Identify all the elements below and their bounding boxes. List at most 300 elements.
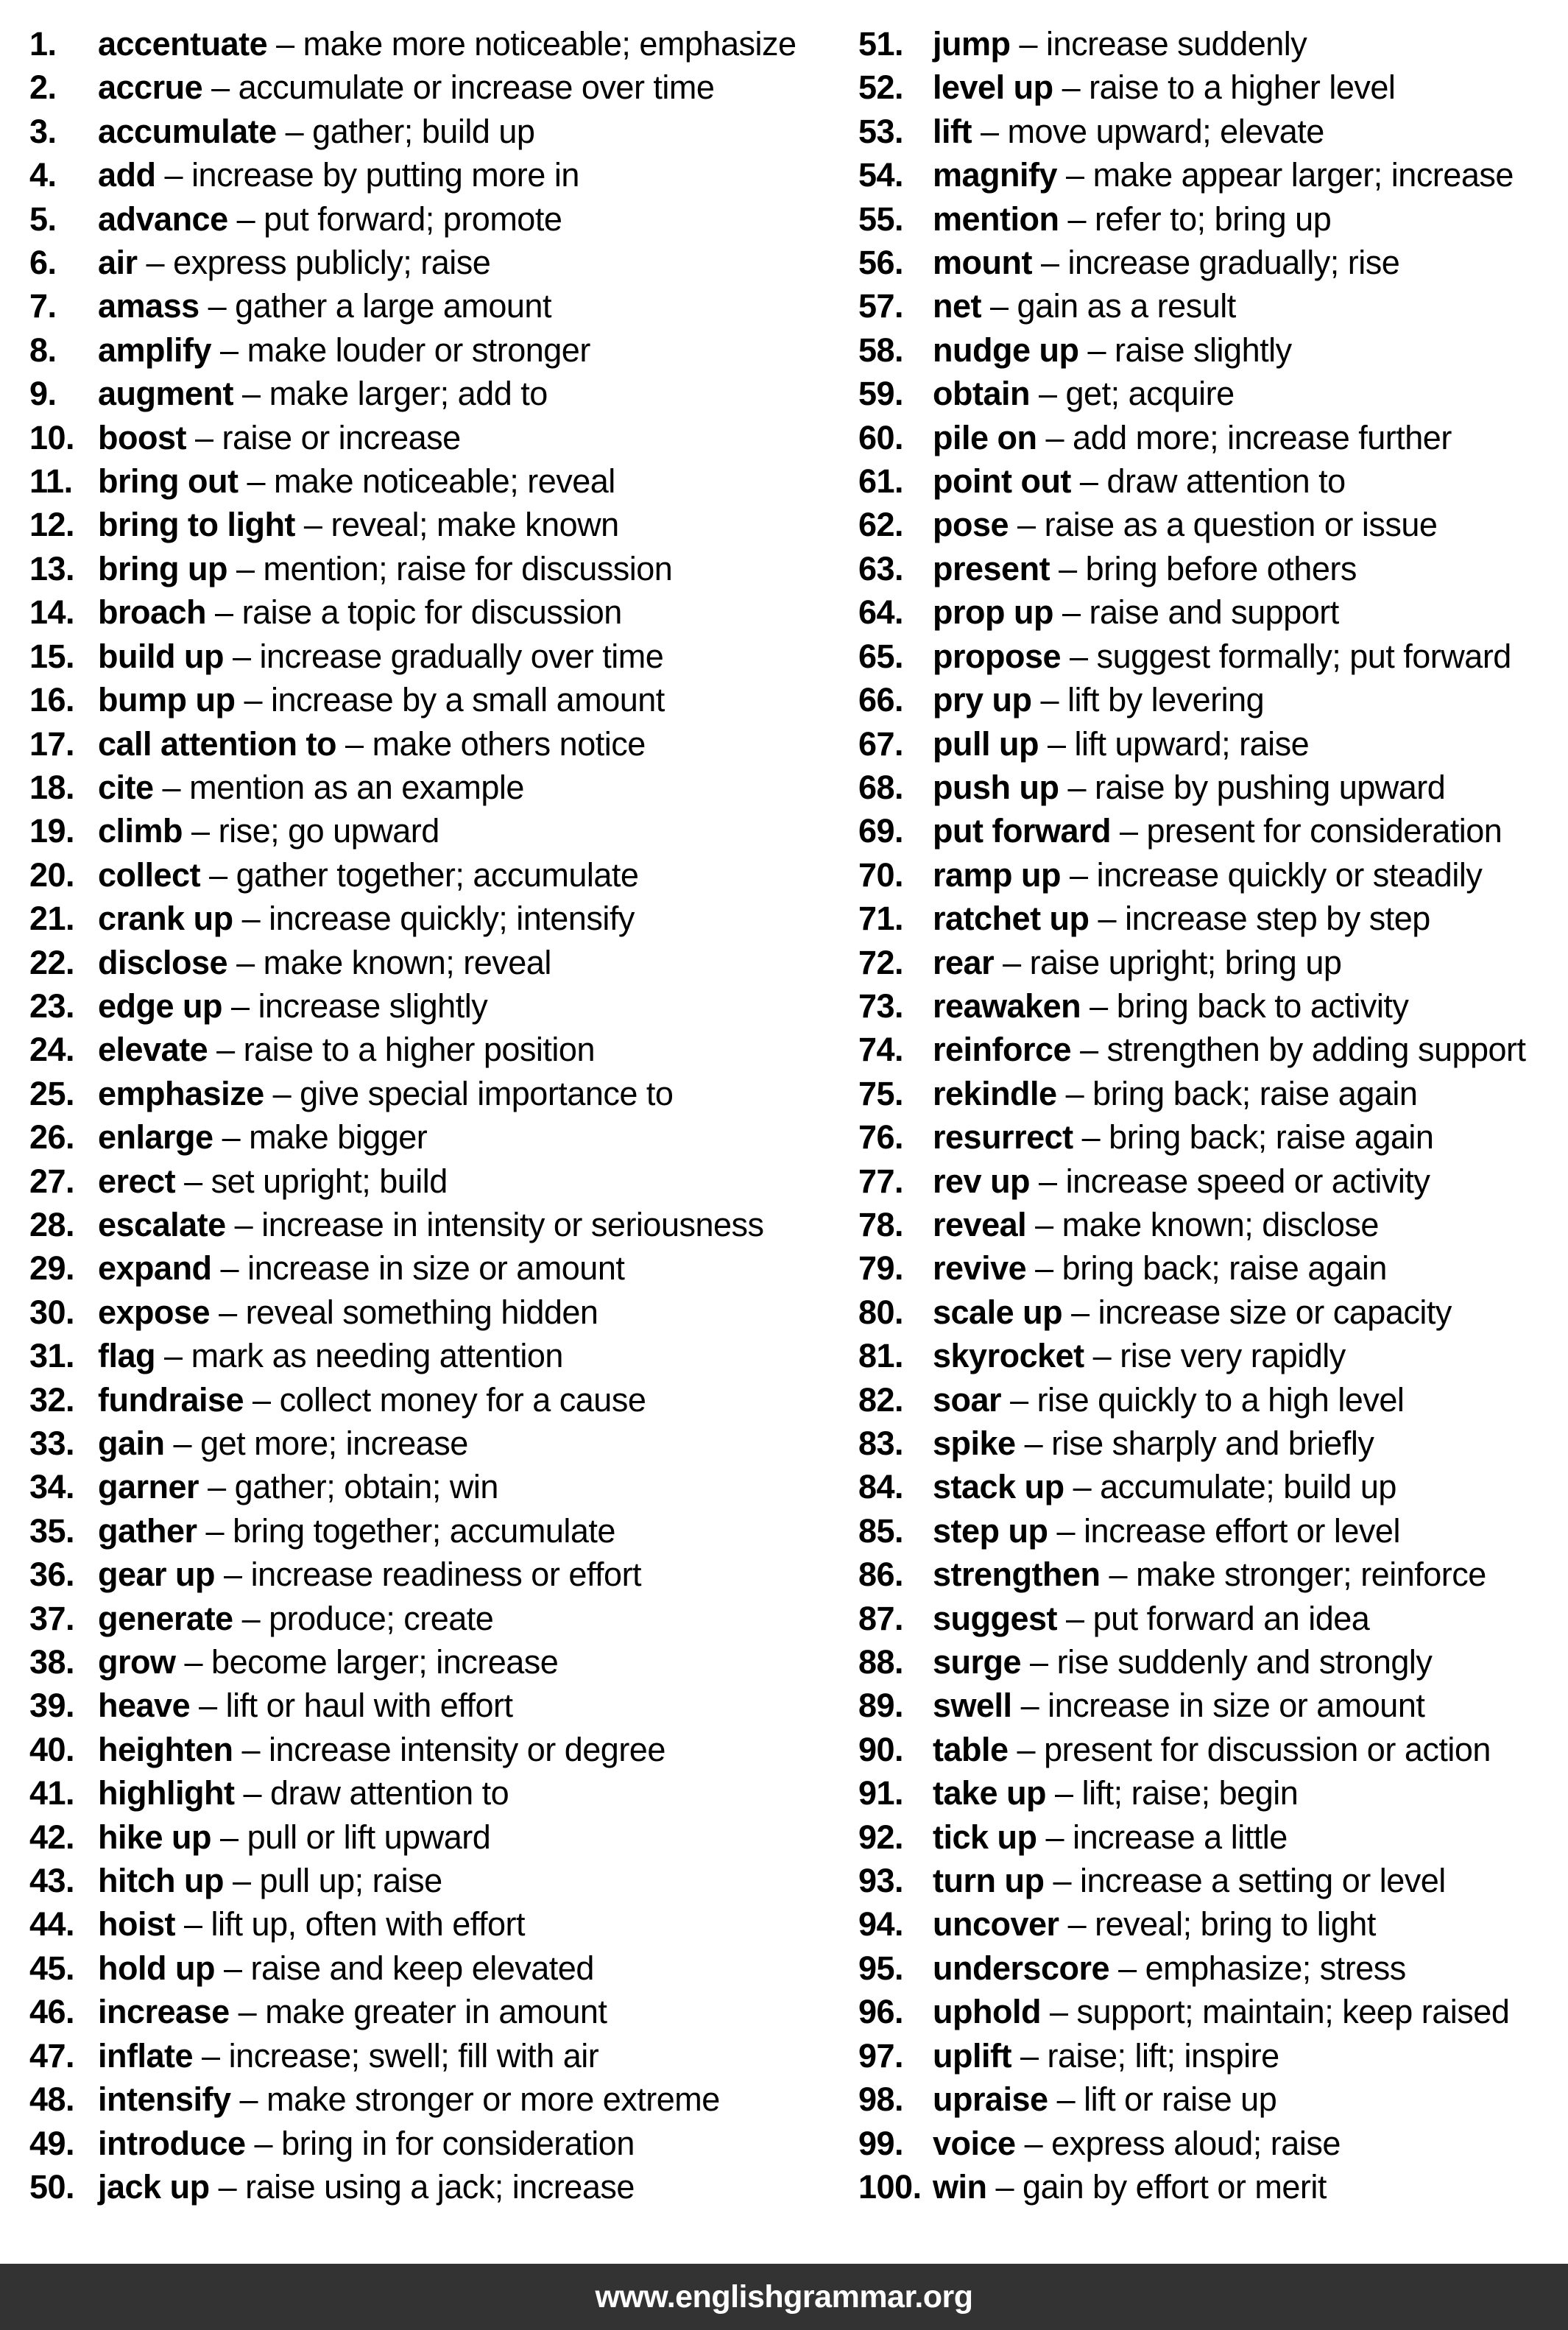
item-text — [98, 1291, 598, 1334]
item-definition: mark as needing attention — [191, 1337, 563, 1375]
item-number: 46. — [29, 1993, 75, 2031]
item-number: 63. — [858, 549, 904, 587]
item-text — [933, 153, 1514, 197]
item-separator-dash: – — [1048, 2080, 1084, 2119]
item-definition: make more noticeable; emphasize — [303, 25, 797, 63]
item-number: 99. — [858, 2124, 904, 2162]
item-definition: raise to a higher level — [1089, 68, 1396, 107]
item-term: put forward — [933, 812, 1111, 850]
list-item — [29, 1946, 858, 1990]
list-item — [858, 1684, 1568, 1727]
item-term: hitch up — [98, 1862, 224, 1900]
item-definition: gather; build up — [312, 112, 535, 150]
item-definition: strengthen by adding support — [1106, 1031, 1526, 1069]
list-item — [29, 1378, 858, 1422]
item-separator-dash: – — [1057, 1599, 1093, 1637]
item-separator-dash: – — [175, 1643, 212, 1681]
list-item — [29, 1291, 858, 1334]
item-separator-dash: – — [1048, 1511, 1084, 1550]
item-term: disclose — [98, 943, 228, 981]
item-text — [98, 459, 615, 503]
item-separator-dash: – — [238, 462, 274, 501]
item-separator-dash: – — [294, 506, 331, 544]
item-number: 18. — [29, 768, 75, 806]
item-text — [933, 1291, 1452, 1334]
list-item — [858, 722, 1568, 766]
list-item — [29, 1728, 858, 1771]
item-term: soar — [933, 1380, 1002, 1419]
item-number: 51. — [858, 25, 904, 63]
item-term: uncover — [933, 1905, 1059, 1944]
item-separator-dash: – — [227, 200, 264, 238]
item-definition: increase by a small amount — [271, 681, 665, 719]
item-separator-dash: – — [225, 1205, 262, 1243]
item-number: 47. — [29, 2036, 75, 2075]
list-item — [858, 153, 1568, 197]
item-number: 33. — [29, 1425, 75, 1462]
item-separator-dash: – — [209, 2167, 246, 2206]
item-number: 3. — [29, 112, 57, 150]
item-number: 12. — [29, 506, 75, 544]
item-definition: increase effort or level — [1084, 1511, 1400, 1550]
item-number: 7. — [29, 287, 57, 325]
item-term: rev up — [933, 1162, 1031, 1200]
item-text — [933, 1990, 1509, 2033]
item-separator-dash: – — [1061, 855, 1097, 894]
item-separator-dash: – — [1001, 1380, 1037, 1419]
item-separator-dash: – — [1009, 506, 1045, 544]
item-text — [98, 1684, 513, 1727]
item-definition: increase quickly; intensify — [269, 900, 635, 938]
item-definition: reveal; bring to light — [1095, 1905, 1376, 1944]
item-text — [98, 678, 665, 721]
item-number: 66. — [858, 681, 904, 719]
list-item — [29, 1553, 858, 1596]
item-separator-dash: – — [1021, 1643, 1057, 1681]
item-text — [933, 66, 1395, 109]
item-term: build up — [98, 637, 224, 675]
item-number: 4. — [29, 156, 57, 194]
item-separator-dash: – — [1053, 593, 1090, 632]
item-term: crank up — [98, 900, 233, 938]
list-item — [29, 328, 858, 372]
item-definition: give special importance to — [300, 1074, 674, 1112]
item-text — [933, 1509, 1400, 1553]
item-definition: draw attention to — [1106, 462, 1346, 501]
list-item — [29, 2165, 858, 2209]
item-text — [933, 1815, 1288, 1859]
item-number: 88. — [858, 1643, 904, 1681]
item-separator-dash: – — [971, 112, 1008, 150]
item-text — [98, 1378, 646, 1422]
list-item — [29, 1815, 858, 1859]
item-definition: bring before others — [1085, 549, 1357, 587]
item-term: lift — [933, 112, 972, 150]
list-item — [29, 1509, 858, 1553]
item-number: 60. — [858, 418, 904, 456]
item-definition: raise; lift; inspire — [1047, 2036, 1279, 2075]
item-definition: lift by levering — [1067, 681, 1265, 719]
item-number: 82. — [858, 1380, 904, 1419]
item-term: accentuate — [98, 25, 268, 63]
item-text — [98, 2122, 635, 2165]
item-definition: gather; obtain; win — [234, 1468, 498, 1506]
item-definition: bring together; accumulate — [233, 1511, 615, 1550]
item-definition: increase size or capacity — [1098, 1293, 1452, 1331]
item-number: 75. — [858, 1074, 904, 1112]
item-definition: express aloud; raise — [1051, 2124, 1341, 2162]
item-term: uplift — [933, 2036, 1011, 2075]
list-item — [29, 197, 858, 241]
item-term: reveal — [933, 1205, 1027, 1243]
item-number: 58. — [858, 331, 904, 369]
item-number: 10. — [29, 418, 75, 456]
item-separator-dash: – — [994, 943, 1030, 981]
item-separator-dash: – — [211, 1818, 247, 1856]
item-definition: increase a little — [1073, 1818, 1288, 1856]
list-item — [29, 722, 858, 766]
item-definition: make known; disclose — [1062, 1205, 1379, 1243]
list-item — [29, 1684, 858, 1727]
item-text — [933, 897, 1430, 940]
item-definition: become larger; increase — [211, 1643, 559, 1681]
item-term: step up — [933, 1511, 1048, 1550]
item-term: accumulate — [98, 112, 277, 150]
item-term: skyrocket — [933, 1337, 1084, 1375]
list-item — [29, 766, 858, 809]
item-number: 79. — [858, 1249, 904, 1288]
item-text — [933, 1553, 1486, 1596]
item-term: spike — [933, 1425, 1016, 1462]
item-separator-dash: – — [1073, 1118, 1109, 1157]
item-number: 83. — [858, 1425, 904, 1462]
list-item — [858, 66, 1568, 109]
item-term: boost — [98, 418, 186, 456]
item-separator-dash: – — [197, 1511, 233, 1550]
item-term: mount — [933, 244, 1032, 282]
item-term: mention — [933, 200, 1059, 238]
item-separator-dash: – — [211, 331, 247, 369]
item-text — [98, 2077, 720, 2121]
item-term: gather — [98, 1511, 197, 1550]
item-number: 39. — [29, 1687, 75, 1725]
item-text — [98, 590, 622, 634]
list-item — [29, 66, 858, 109]
item-separator-dash: – — [245, 2124, 282, 2162]
item-definition: get more; increase — [200, 1425, 468, 1462]
item-separator-dash: – — [155, 1337, 191, 1375]
item-number: 15. — [29, 637, 75, 675]
list-item — [858, 1815, 1568, 1859]
item-term: revive — [933, 1249, 1027, 1288]
list-item — [29, 678, 858, 721]
item-separator-dash: – — [153, 768, 190, 806]
item-definition: increase intensity or degree — [269, 1730, 665, 1768]
item-text — [933, 1684, 1424, 1727]
item-term: table — [933, 1730, 1009, 1768]
item-separator-dash: – — [234, 1774, 270, 1812]
item-number: 84. — [858, 1468, 904, 1506]
item-term: increase — [98, 1993, 230, 2031]
list-item — [858, 1159, 1568, 1203]
list-column-left — [29, 22, 858, 2209]
list-item — [858, 590, 1568, 634]
item-separator-dash: – — [1036, 418, 1073, 456]
item-text — [98, 1728, 665, 1771]
item-term: tick up — [933, 1818, 1037, 1856]
item-number: 92. — [858, 1818, 904, 1856]
item-definition: raise using a jack; increase — [245, 2167, 635, 2206]
item-number: 48. — [29, 2080, 75, 2119]
item-number: 67. — [858, 724, 904, 763]
item-separator-dash: – — [1010, 25, 1047, 63]
item-separator-dash: – — [233, 1599, 269, 1637]
item-term: underscore — [933, 1949, 1110, 1987]
item-text — [933, 1115, 1433, 1159]
list-item — [29, 2034, 858, 2077]
item-definition: raise by pushing upward — [1095, 768, 1446, 806]
item-definition: increase readiness or effort — [250, 1556, 642, 1594]
item-definition: accumulate or increase over time — [238, 68, 715, 107]
item-separator-dash: – — [1044, 1862, 1080, 1900]
item-definition: pull or lift upward — [247, 1818, 491, 1856]
list-item — [29, 1859, 858, 1902]
item-separator-dash: – — [1050, 549, 1086, 587]
item-separator-dash: – — [222, 986, 258, 1025]
item-term: nudge up — [933, 331, 1079, 369]
list-item — [29, 1465, 858, 1508]
item-number: 91. — [858, 1774, 904, 1812]
list-item — [858, 2122, 1568, 2165]
item-term: grow — [98, 1643, 176, 1681]
item-separator-dash: – — [199, 287, 236, 325]
item-text — [933, 2165, 1327, 2209]
item-number: 69. — [858, 812, 904, 850]
item-separator-dash: – — [276, 112, 313, 150]
item-definition: make bigger — [249, 1118, 428, 1157]
item-text — [933, 1597, 1369, 1640]
item-term: emphasize — [98, 1074, 264, 1112]
item-text — [98, 1334, 563, 1377]
item-separator-dash: – — [1078, 331, 1115, 369]
item-term: pile on — [933, 418, 1037, 456]
item-term: amass — [98, 287, 199, 325]
item-definition: add more; increase further — [1073, 418, 1452, 456]
list-item — [29, 1597, 858, 1640]
item-separator-dash: – — [1011, 1687, 1048, 1725]
item-number: 40. — [29, 1730, 75, 1768]
item-text — [98, 547, 672, 590]
item-text — [98, 328, 590, 372]
item-definition: increase suddenly — [1046, 25, 1307, 63]
item-definition: increase in intensity or seriousness — [261, 1205, 764, 1243]
item-text — [933, 1859, 1446, 1902]
item-term: pull up — [933, 724, 1039, 763]
item-term: call attention to — [98, 724, 337, 763]
item-definition: raise to a higher position — [243, 1031, 595, 1069]
item-definition: raise and keep elevated — [250, 1949, 594, 1987]
item-definition: increase slightly — [258, 986, 488, 1025]
list-item — [29, 372, 858, 415]
item-number: 86. — [858, 1556, 904, 1594]
item-number: 73. — [858, 986, 904, 1025]
item-term: obtain — [933, 375, 1030, 413]
item-separator-dash: – — [1089, 900, 1126, 938]
item-definition: set upright; build — [211, 1162, 448, 1200]
list-item — [29, 635, 858, 678]
item-separator-dash: – — [200, 855, 236, 894]
item-text — [933, 1422, 1374, 1465]
item-number: 78. — [858, 1205, 904, 1243]
item-separator-dash: – — [233, 1730, 269, 1768]
item-text — [98, 1203, 764, 1246]
item-separator-dash: – — [267, 25, 303, 63]
item-definition: gather a large amount — [235, 287, 551, 325]
item-term: jump — [933, 25, 1011, 63]
item-definition: increase; swell; fill with air — [228, 2036, 599, 2075]
item-number: 38. — [29, 1643, 75, 1681]
item-definition: increase in size or amount — [1048, 1687, 1425, 1725]
item-definition: make known; reveal — [263, 943, 551, 981]
item-separator-dash: – — [1011, 2036, 1048, 2075]
item-separator-dash: – — [1110, 812, 1147, 850]
item-term: reinforce — [933, 1031, 1072, 1069]
item-text — [98, 503, 619, 546]
item-term: climb — [98, 812, 183, 850]
item-separator-dash: – — [229, 1993, 266, 2031]
item-definition: reveal; make known — [331, 506, 619, 544]
item-number: 94. — [858, 1905, 904, 1944]
item-text — [933, 1378, 1404, 1422]
item-number: 45. — [29, 1949, 75, 1987]
item-number: 77. — [858, 1162, 904, 1200]
item-text — [933, 635, 1511, 678]
item-text — [98, 1990, 607, 2033]
item-separator-dash: – — [213, 1118, 250, 1157]
item-definition: make stronger or more extreme — [266, 2080, 720, 2119]
item-separator-dash: – — [183, 812, 219, 850]
list-item — [858, 1509, 1568, 1553]
item-definition: put forward an idea — [1092, 1599, 1370, 1637]
item-definition: collect money for a cause — [279, 1380, 646, 1419]
item-separator-dash: – — [227, 943, 264, 981]
item-separator-dash: – — [1084, 1337, 1120, 1375]
item-number: 25. — [29, 1074, 75, 1112]
list-item — [29, 241, 858, 284]
item-separator-dash: – — [1015, 2124, 1052, 2162]
item-definition: make appear larger; increase — [1092, 156, 1514, 194]
item-definition: move upward; elevate — [1007, 112, 1324, 150]
item-separator-dash: – — [1026, 1249, 1062, 1288]
item-term: voice — [933, 2124, 1016, 2162]
list-item — [858, 1553, 1568, 1596]
item-separator-dash: – — [214, 1949, 251, 1987]
item-separator-dash: – — [223, 1862, 260, 1900]
item-separator-dash: – — [1109, 1949, 1145, 1987]
item-term: air — [98, 244, 138, 282]
item-number: 70. — [858, 855, 904, 894]
item-number: 74. — [858, 1031, 904, 1069]
item-text — [933, 110, 1324, 153]
list-item — [858, 941, 1568, 984]
list-item — [29, 1115, 858, 1159]
item-number: 29. — [29, 1249, 75, 1288]
item-text — [98, 1422, 468, 1465]
list-item — [858, 1902, 1568, 1946]
item-number: 16. — [29, 681, 75, 719]
item-definition: raise or increase — [222, 418, 461, 456]
item-text — [98, 197, 562, 241]
item-separator-dash: – — [1008, 1730, 1045, 1768]
item-number: 93. — [858, 1862, 904, 1900]
item-term: bring up — [98, 549, 227, 587]
item-text — [98, 1640, 558, 1684]
item-number: 98. — [858, 2080, 904, 2119]
item-text — [98, 66, 714, 109]
item-number: 2. — [29, 68, 57, 107]
list-item — [858, 197, 1568, 241]
list-item — [858, 1640, 1568, 1684]
item-text — [933, 1728, 1491, 1771]
list-item — [29, 1159, 858, 1203]
item-number: 9. — [29, 375, 57, 413]
item-term: hoist — [98, 1905, 175, 1944]
item-text — [933, 503, 1437, 546]
item-definition: increase gradually; rise — [1067, 244, 1400, 282]
item-text — [933, 1159, 1430, 1203]
item-separator-dash: – — [986, 2167, 1023, 2206]
list-item — [858, 809, 1568, 852]
item-term: pose — [933, 506, 1009, 544]
list-item — [858, 2077, 1568, 2121]
item-number: 72. — [858, 943, 904, 981]
item-term: hold up — [98, 1949, 215, 1987]
item-separator-dash: – — [206, 593, 242, 632]
item-definition: lift up, often with effort — [211, 1905, 525, 1944]
item-definition: gain by effort or merit — [1023, 2167, 1327, 2206]
item-separator-dash: – — [336, 724, 372, 763]
item-text — [98, 1902, 525, 1946]
list-item — [29, 1771, 858, 1815]
item-definition: rise very rapidly — [1120, 1337, 1346, 1375]
item-number: 27. — [29, 1162, 75, 1200]
item-definition: make others notice — [372, 724, 646, 763]
item-text — [98, 1465, 498, 1508]
item-definition: make louder or stronger — [247, 331, 590, 369]
item-text — [933, 941, 1341, 984]
list-item — [858, 1028, 1568, 1071]
item-separator-dash: – — [1059, 200, 1095, 238]
item-number: 5. — [29, 200, 57, 238]
item-number: 64. — [858, 593, 904, 632]
list-item — [29, 22, 858, 66]
item-separator-dash: – — [175, 1162, 211, 1200]
item-definition: rise sharply and briefly — [1051, 1425, 1374, 1462]
item-text — [933, 722, 1309, 766]
item-definition: support; maintain; keep raised — [1076, 1993, 1510, 2031]
item-term: push up — [933, 768, 1059, 806]
item-term: point out — [933, 462, 1071, 501]
list-item — [29, 941, 858, 984]
list-item — [29, 853, 858, 897]
item-text — [98, 1771, 509, 1815]
item-separator-dash: – — [1059, 1905, 1095, 1944]
item-separator-dash: – — [1015, 1425, 1052, 1462]
item-term: resurrect — [933, 1118, 1073, 1157]
list-item — [29, 984, 858, 1028]
list-item — [858, 2165, 1568, 2209]
item-text — [933, 2077, 1276, 2121]
